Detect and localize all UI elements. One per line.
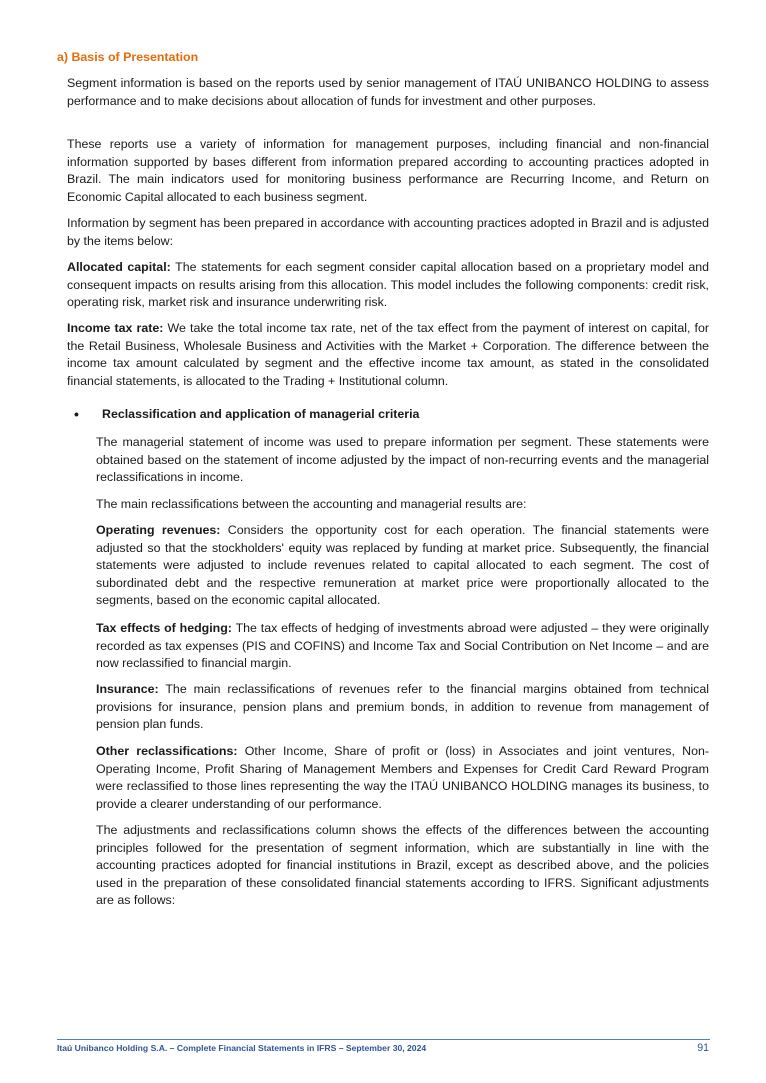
- paragraph-text: The managerial statement of income was used to prepare information per segment. These statements were obtained based on the statement of income adjusted by the impact of non-recurring events and the managerial reclassifications in income.: [96, 435, 709, 485]
- paragraph-text: The main reclassifications between the accounting and managerial results are:: [96, 497, 527, 511]
- term-text: The tax effects of hedging of investments abroad were adjusted – they were originally recorded as tax expenses (PIS and COFINS) and Income Tax and Social Contribution on Net Income – and are now reclassified to financial margin.: [96, 621, 710, 671]
- paragraph-adjustments-column: [96, 822, 709, 910]
- paragraph-insurance: [96, 681, 709, 734]
- paragraph-text: Segment information is based on the reports used by senior management of ITAÚ UNIBANCO HOLDING to assess performance and to make decisions about allocation of funds for investment and other purposes.: [67, 76, 709, 108]
- paragraph-allocated-capital: [67, 259, 709, 312]
- paragraph-tax-effects-hedging: [96, 620, 709, 673]
- paragraph-text: Information by segment has been prepared in accordance with accounting practices adopted in Brazil and is adjusted by the items below:: [67, 216, 709, 248]
- paragraph-income-tax-rate: [67, 320, 709, 390]
- term-text: The main reclassifications of revenues refer to the financial margins obtained from technical provisions for insurance, pension plans and premium bonds, in addition to revenue from management of pension plan funds.: [96, 682, 709, 732]
- term-text: The statements for each segment consider capital allocation based on a proprietary model and consequent impacts on results arising from this allocation. This model includes the following components: credit risk, operating risk, market risk and insurance underwriting risk.: [67, 260, 710, 310]
- term-label: Operating revenues:: [96, 523, 221, 537]
- section-heading: a) Basis of Presentation: [57, 50, 199, 64]
- paragraph-segment-info: [67, 75, 709, 110]
- term-text: We take the total income tax rate, net of the tax effect from the payment of interest on capital, for the Retail Business, Wholesale Business and Activities with the Market + Corporation. The difference between the income tax amount calculated by segment and the effective income tax amount, as stated in the consolidated financial statements, is allocated to the Trading + Institutional column.: [67, 321, 710, 388]
- bullet-icon: •: [74, 406, 79, 422]
- footer-divider: [57, 1039, 710, 1040]
- bullet-title: Reclassification and application of managerial criteria: [102, 407, 420, 421]
- paragraph-reports: [67, 136, 709, 206]
- paragraph-other-reclassifications: [96, 743, 709, 813]
- paragraph-text: The adjustments and reclassifications column shows the effects of the differences between the accounting principles followed for the presentation of segment information, which are substantially in line with the accounting practices adopted for financial institutions in Brazil, except as described above, and the policies used in the preparation of these consolidated financial statements according to IFRS. Significant adjustments are as follows:: [96, 823, 709, 908]
- paragraph-information-by-segment: [67, 215, 709, 250]
- term-label: Insurance:: [96, 682, 159, 696]
- paragraph-main-reclassifications: [96, 496, 709, 514]
- term-text: Other Income, Share of profit or (loss) in Associates and joint ventures, Non-Operating Income, Profit Sharing of Management Members and Expenses for Credit Card Reward Program were reclassified to those lines representing the way the ITAÚ UNIBANCO HOLDING manages its business, to provide a clearer understanding of our performance.: [96, 744, 709, 811]
- paragraph-text: These reports use a variety of information for management purposes, including financial and non-financial information supported by bases different from information prepared according to accounting practices adopted in Brazil. The main indicators used for monitoring business performance are Recurring Income, and Return on Economic Capital allocated to each business segment.: [67, 137, 709, 204]
- term-label: Other reclassifications:: [96, 744, 238, 758]
- term-label: Allocated capital:: [67, 260, 171, 274]
- footer-text: Itaú Unibanco Holding S.A. – Complete Financial Statements in IFRS – September 30, 2024: [57, 1043, 427, 1053]
- term-text: Considers the opportunity cost for each operation. The financial statements were adjusted so that the stockholders' equity was replaced by funding at market price. Subsequently, the financial statements were adjusted to include revenues related to capital allocated to each segment. The cost of subordinated debt and the respective remuneration at market price were proportionally allocated to the segments, based on the economic capital allocated.: [96, 523, 709, 608]
- term-label: Income tax rate:: [67, 321, 164, 335]
- paragraph-operating-revenues: [96, 522, 709, 610]
- term-label: Tax effects of hedging:: [96, 621, 232, 635]
- paragraph-managerial-statement: [96, 434, 709, 487]
- page-number: 91: [697, 1042, 709, 1054]
